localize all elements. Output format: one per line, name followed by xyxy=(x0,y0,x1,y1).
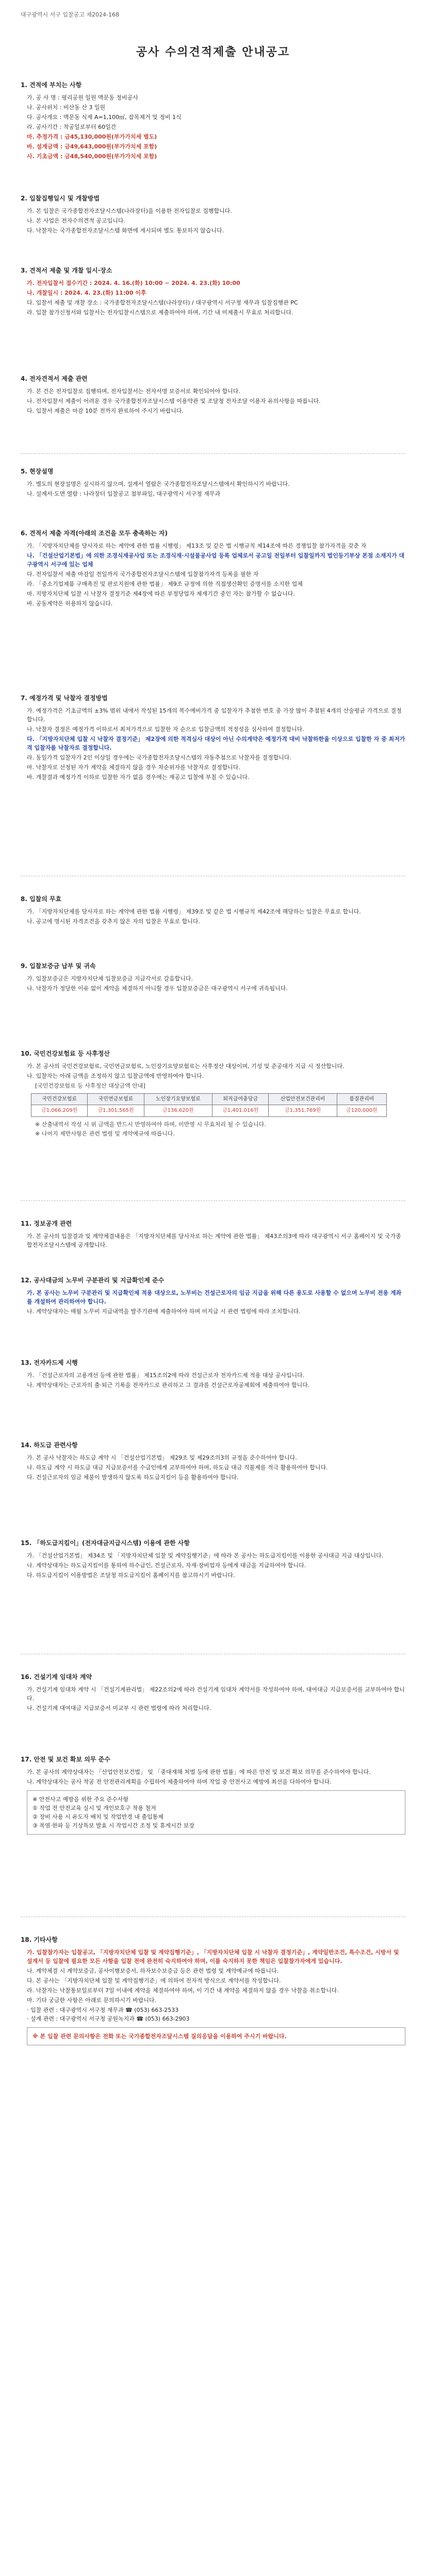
list-item: 가. 본 건은 전자입찰로 집행하며, 전자입찰서는 전자서명 보증서로 확인되어야 합니다. xyxy=(27,387,240,395)
list-item: 가. 본 공사는 노무비 구분관리 및 지급확인제 적용 대상으로, 노무비는 건설근로자의 임금 지급을 위해 다른 용도로 사용할 수 없으며 노무비 전용 계좌를 개설하여 관리하여야 합니다. xyxy=(27,1289,402,1305)
section-insurance-settlement xyxy=(21,1046,405,1139)
list-item: 다. 낙찰자는 국가종합전자조달시스템 화면에 게시되며 별도 통보하지 않습니다. xyxy=(27,227,224,234)
section-invalid-bid xyxy=(21,891,405,927)
list-item: 마. 지방자치단체 입찰 시 낙찰자 결정기준 제4장에 따른 부정당업자 제재기간 중인 자는 참가할 수 없습니다. xyxy=(27,590,295,597)
section-misc xyxy=(21,1932,405,2049)
list-item: 가. 본 입찰은 국가종합전자조달시스템(나라장터)을 이용한 전자입찰로 집행합니다. xyxy=(27,207,232,214)
box-line: ① 작업 전 안전교육 실시 및 개인보호구 착용 철저 xyxy=(32,1804,156,1811)
list-item: 가. 「건설근로자의 고용개선 등에 관한 법률」 제15조의2에 따라 건설근로자 전자카드제 적용 대상 공사입니다. xyxy=(27,1371,305,1379)
submission-period: 가. 전자입찰서 접수기간 : 2024. 4. 16.(화) 10:00 ~ 2024. 4. 23.(화) 10:00 xyxy=(27,279,240,286)
section-heading: 3. 견적서 제출 및 개찰 일시·장소 xyxy=(21,267,112,274)
list-item: 나. 본 사업은 전자수의견적 공고입니다. xyxy=(27,217,125,224)
contact-bid: · 입찰 관련 : 대구광역시 서구청 재무과 ☎ (053) 663-2533 xyxy=(27,2006,179,2013)
table-cell: 금1,401,016원 xyxy=(212,1105,269,1117)
table-cell: 금136,620원 xyxy=(144,1105,212,1117)
section-heading: 2. 입찰집행일시 및 개찰방법 xyxy=(21,195,100,202)
settlement-amount-table xyxy=(31,1093,387,1117)
final-note-box xyxy=(27,2027,405,2045)
table-header-cell: 국민연금보험료 xyxy=(88,1093,144,1105)
section-subcontract-guardian xyxy=(21,1535,405,1581)
list-item: 다. 입찰서 제출은 마감 10분 전까지 완료하여 주시기 바랍니다. xyxy=(27,407,184,414)
list-item: 가. 별도의 현장설명은 실시하지 않으며, 설계서 열람은 국가종합전자조달시스템에서 확인하시기 바랍니다. xyxy=(27,480,290,487)
list-item: 나. 낙찰자 결정은 예정가격 이하로서 최저가격으로 입찰한 자 순으로 입찰금액의 적정성을 심사하여 결정합니다. xyxy=(27,725,304,733)
table-cell: 금120,000원 xyxy=(337,1105,386,1117)
list-item: 나. 낙찰자가 정당한 이유 없이 계약을 체결하지 아니할 경우 입찰보증금은 대구광역시 서구에 귀속됩니다. xyxy=(27,985,288,992)
estimated-price: 마. 추정가격 : 금45,130,000원(부가가치세 별도) xyxy=(27,133,157,140)
list-item: 가. 본 공사 낙찰자는 하도급 계약 시 「건설산업기본법」 제29조 및 제29조의3의 규정을 준수하여야 합니다. xyxy=(27,1454,297,1461)
list-item: 나. 입찰자는 아래 금액을 조정하지 않고 입찰금액에 반영하여야 합니다. xyxy=(27,1072,204,1079)
section-bid-method xyxy=(21,191,405,236)
divider xyxy=(21,1200,405,1201)
work-summary: 다. 공사개요 : 맥문동 식재 A=1,100㎡, 잡목제거 및 정비 1식 xyxy=(27,113,182,121)
section-heading: 1. 견적에 부치는 사항 xyxy=(21,81,82,89)
list-item: 가. 입찰보증금은 지방자치단체 입찰보증금 지급각서로 갈음합니다. xyxy=(27,975,193,982)
list-item: 나. 전자입찰서 제출이 어려운 경우 국가종합전자조달시스템 이용약관 및 조달청 전자조달 이용자 유의사항을 따릅니다. xyxy=(27,397,321,404)
list-item: 다. 건설근로자의 임금 체불이 발생하지 않도록 하도급지킴이 등을 활용하여야 합니다. xyxy=(27,1473,239,1481)
box-line: ③ 폭염·한파 등 기상특보 발효 시 작업시간 조정 및 휴게시간 보장 xyxy=(32,1822,194,1829)
section-heading: 16. 건설기계 임대차 계약 xyxy=(21,1673,92,1681)
section-submission-schedule xyxy=(21,263,405,318)
section-heading: 8. 입찰의 무효 xyxy=(21,895,62,903)
list-item: 라. 「중소기업제품 구매촉진 및 판로지원에 관한 법률」 제9조 규정에 의한 직접생산확인 증명서를 소지한 업체 xyxy=(27,580,303,587)
list-item: 다. 「지방자치단체 입찰 시 낙찰자 결정기준」 제2장에 의한 적격심사 대상이 아닌 수의계약은 예정가격 대비 낙찰하한율 이상으로 입찰한 자 중 최저가격 입찰자를 낙찰자로 결정합니다. xyxy=(27,735,405,751)
list-item: 라. 입찰 참가신청서와 입찰서는 전자입찰시스템으로 제출하여야 하며, 기간 내 미제출시 무효로 처리합니다. xyxy=(27,309,293,316)
section-heading: 12. 공사대금의 노무비 구분관리 및 지급확인제 준수 xyxy=(21,1277,165,1284)
work-name: 가. 공 사 명 : 평리공원 일원 맥문동 정비공사 xyxy=(27,94,138,101)
table-cell: 금1,301,565원 xyxy=(88,1105,144,1117)
box-line: ※ 안전사고 예방을 위한 주요 준수사항 xyxy=(32,1795,129,1803)
section-labor-cost xyxy=(21,1273,405,1317)
list-item: 가. 「건설산업기본법」 제34조 및 「지방자치단체 입찰 및 계약집행기준」에 따라 본 공사는 하도급지킴이를 이용한 공사대금 지급 대상입니다. xyxy=(27,1552,384,1559)
contact-design: · 설계 관련 : 대구광역시 서구청 공원녹지과 ☎ (053) 663-2903 xyxy=(27,2015,190,2022)
table-header-cell: 퇴직급여충당금 xyxy=(212,1093,269,1105)
list-item: 다. 전자입찰서 제출 마감일 전일까지 국가종합전자조달시스템에 입찰참가자격 등록을 필한 자 xyxy=(27,570,259,578)
table-row xyxy=(31,1105,387,1117)
table-header-cell: 국민건강보험료 xyxy=(31,1093,88,1105)
section-electronic-submission xyxy=(21,371,405,416)
list-item: 나. 계약상대자는 하도급지킴이를 통하여 하수급인, 건설근로자, 자재·장비업자 등에게 대금을 지급하여야 합니다. xyxy=(27,1562,306,1569)
section-qualification xyxy=(21,526,405,609)
table-cell: 금1,351,769원 xyxy=(269,1105,337,1117)
note: ※ 나머지 제반사항은 관련 법령 및 계약예규에 따릅니다. xyxy=(35,1130,175,1137)
work-period: 라. 공사기간 : 착공일로부터 60일간 xyxy=(27,123,117,130)
list-item: 나. 계약체결 시 계약보증금, 공사이행보증서, 하자보수보증금 등은 관련 법령 및 계약예규에 따릅니다. xyxy=(27,1967,279,1974)
section-heading: 13. 전자카드제 시행 xyxy=(21,1359,78,1366)
section-heading: 15. 「하도급지킴이」(전자대금지급시스템) 이용에 관한 사항 xyxy=(21,1539,190,1547)
work-location: 나. 공사위치 : 비산동 산 3 일원 xyxy=(27,104,106,111)
list-item: 라. 낙찰자는 낙찰통보일로부터 7일 이내에 계약을 체결하여야 하며, 이 기간 내 계약을 체결하지 않을 경우 낙찰을 취소합니다. xyxy=(27,1987,339,1994)
list-item: 바. 공동계약은 허용하지 않습니다. xyxy=(27,600,113,607)
section-site-briefing xyxy=(21,464,405,499)
section-heading: 14. 하도급 관련사항 xyxy=(21,1442,78,1449)
section-heading: 4. 전자견적서 제출 관련 xyxy=(21,375,88,382)
list-item: 바. 개찰결과 예정가격 이하로 입찰한 자가 없을 경우에는 재공고 입찰에 부칠 수 있습니다. xyxy=(27,773,250,781)
table-header-row xyxy=(31,1093,387,1105)
list-item: 가. 건설기계 임대차 계약 시 「건설기계관리법」 제22조의2에 따라 건설기계 임대차 계약서를 작성하여야 하며, 대여대금 지급보증서를 교부하여야 합니다. xyxy=(27,1686,405,1702)
list-item: 나. 「건설산업기본법」에 의한 조경식재공사업 또는 조경식재·시설물공사업 등록 업체로서 공고일 전일부터 입찰일까지 법인등기부상 본점 소재지가 대구광역시 서구에 있는 업체 xyxy=(27,552,405,568)
list-item: 나. 공고에 명시된 자격조건을 갖추지 않은 자의 입찰은 무효로 합니다. xyxy=(27,918,200,925)
divider xyxy=(21,453,405,454)
base-amount: 사. 기초금액 : 금48,540,000원(부가가치세 포함) xyxy=(27,152,157,160)
section-heading: 17. 안전 및 보건 확보 의무 준수 xyxy=(21,1756,110,1763)
list-item: 나. 설계서·도면 열람 : 나라장터 입찰공고 첨부파일, 대구광역시 서구청 재무과 xyxy=(27,490,221,497)
final-note: ※ 본 입찰 관련 문의사항은 전화 또는 국가종합전자조달시스템 질의응답을 이용하여 주시기 바랍니다. xyxy=(32,2032,287,2040)
list-item: 마. 낙찰자로 선정된 자가 계약을 체결하지 않을 경우 차순위자를 낙찰자로 결정합니다. xyxy=(27,764,240,771)
section-work-overview xyxy=(21,77,405,162)
page-title: 공사 수의견적제출 안내공고 xyxy=(136,46,290,59)
table-cell: 금1,066,209원 xyxy=(31,1105,88,1117)
list-item: 가. 예정가격은 기초금액의 ±3% 범위 내에서 작성된 15개의 복수예비가격 중 입찰자가 추첨한 번호 중 가장 많이 추첨된 4개의 산술평균 가격으로 결정합니다. xyxy=(27,707,402,723)
list-item: 나. 하도급 계약 시 하도급 대금 지급보증서를 수급인에게 교부하여야 하며, 하도급 대금 직불제를 적극 활용하여야 합니다. xyxy=(27,1464,328,1471)
design-amount: 바. 설계금액 : 금49,643,000원(부가가치세 포함) xyxy=(27,143,157,150)
section-heading: 7. 예정가격 및 낙찰자 결정방법 xyxy=(21,694,108,702)
list-item: 다. 본 공사는 「지방자치단체 입찰 및 계약집행기준」에 의하여 전자적 방식으로 계약서를 작성합니다. xyxy=(27,1977,281,1984)
opening-date: 나. 개찰일시 : 2024. 4. 23.(화) 11:00 이후 xyxy=(27,289,146,296)
safety-notice-box xyxy=(27,1790,405,1835)
section-heading: 5. 현장설명 xyxy=(21,468,54,475)
box-line: ② 장비 사용 시 유도자 배치 및 작업반경 내 출입통제 xyxy=(32,1813,163,1820)
note: ※ 산출내역서 작성 시 위 금액을 반드시 반영하여야 하며, 미반영 시 무효처리 될 수 있습니다. xyxy=(35,1121,266,1128)
section-heading: 11. 정보공개 관련 xyxy=(21,1220,72,1227)
list-item: 가. 「지방자치단체를 당사자로 하는 계약에 관한 법률 시행령」 제13조 및 같은 법 시행규칙 제14조에 따른 경쟁입찰 참가자격을 갖춘 자 xyxy=(27,542,367,549)
section-equipment-lease xyxy=(21,1669,405,1714)
section-heading: 6. 견적서 제출 자격(아래의 조건을 모두 충족하는 자) xyxy=(21,530,168,537)
table-caption: [국민건강보험료 등 사후정산 대상금액 안내] xyxy=(35,1082,145,1089)
section-heading: 9. 입찰보증금 납부 및 귀속 xyxy=(21,962,96,970)
list-item: 가. 본 공사의 입찰결과 및 계약체결내용은 「지방자치단체를 당사자로 하는 계약에 관한 법률」 제43조의3에 따라 대구광역시 서구 홈페이지 및 국가종합전자조달시스템에 공개합니다. xyxy=(27,1232,401,1248)
table-header-cell: 노인장기요양보험료 xyxy=(144,1093,212,1105)
list-item: 가. 「지방자치단체를 당사자로 하는 계약에 관한 법률 시행령」 제39조 및 같은 법 시행규칙 제42조에 해당하는 입찰은 무효로 합니다. xyxy=(27,908,361,915)
list-item: 가. 본 공사의 국민건강보험료, 국민연금보험료, 노인장기요양보험료는 사후정산 대상이며, 기성 및 준공대가 지급 시 정산합니다. xyxy=(27,1062,345,1070)
section-heading: 10. 국민건강보험료 등 사후정산 xyxy=(21,1050,110,1057)
list-item: 나. 계약상대자는 매월 노무비 지급내역을 발주기관에 제출하여야 하며 미지급 시 관련 법령에 따라 조치합니다. xyxy=(27,1308,301,1315)
section-electronic-card xyxy=(21,1355,405,1391)
document-header xyxy=(21,10,405,61)
notice-number: 대구광역시 서구 입찰공고 제2024-168 xyxy=(21,11,119,18)
list-item: 가. 본 공사의 계약상대자는 「산업안전보건법」 및 「중대재해 처벌 등에 관한 법률」에 따른 안전 및 보건 확보 의무를 준수하여야 합니다. xyxy=(27,1768,371,1775)
list-item: 다. 하도급지킴이 이용방법은 조달청 하도급지킴이 홈페이지를 참고하시기 바랍니다. xyxy=(27,1571,235,1579)
list-item: 다. 입찰서 제출 및 개찰 장소 : 국가종합전자조달시스템(나라장터) / 대구광역시 서구청 재무과 입찰집행관 PC xyxy=(27,299,298,306)
list-item: 라. 동일가격 입찰자가 2인 이상일 경우에는 국가종합전자조달시스템의 자동추첨으로 낙찰자를 결정합니다. xyxy=(27,754,292,761)
section-disclosure xyxy=(21,1216,405,1250)
section-subcontract xyxy=(21,1437,405,1483)
section-award-method xyxy=(21,690,405,783)
list-item: 나. 건설기계 대여대금 지급보증서 미교부 시 관련 법령에 따라 처리합니다. xyxy=(27,1704,211,1711)
list-item: 가. 입찰참가자는 입찰공고, 「지방자치단체 입찰 및 계약집행기준」, 「지방자치단체 입찰 시 낙찰자 결정기준」, 계약일반조건, 특수조건, 시방서 및 설계서 등 입찰에 필요한 모든 사항을 입찰 전에 완전히 숙지하여야 하며, 이를 숙지하지 못한 책임은 입찰참가자에게 있습니다. xyxy=(27,1948,399,1964)
section-safety xyxy=(21,1752,405,1839)
table-header-cell: 산업안전보건관리비 xyxy=(269,1093,337,1105)
list-item: 나. 계약상대자는 근로자의 출·퇴근 기록을 전자카드로 관리하고 그 결과를 건설근로자공제회에 제출하여야 합니다. xyxy=(27,1381,310,1388)
section-heading: 18. 기타사항 xyxy=(21,1936,58,1943)
table-header-cell: 품질관리비 xyxy=(337,1093,386,1105)
list-item: 나. 계약상대자는 공사 착공 전 안전관리계획을 수립하여 제출하여야 하며 작업 중 안전사고 예방에 최선을 다하여야 합니다. xyxy=(27,1778,332,1785)
list-item: 마. 기타 궁금한 사항은 아래로 문의하시기 바랍니다. xyxy=(27,1996,157,2004)
section-bid-bond xyxy=(21,958,405,994)
